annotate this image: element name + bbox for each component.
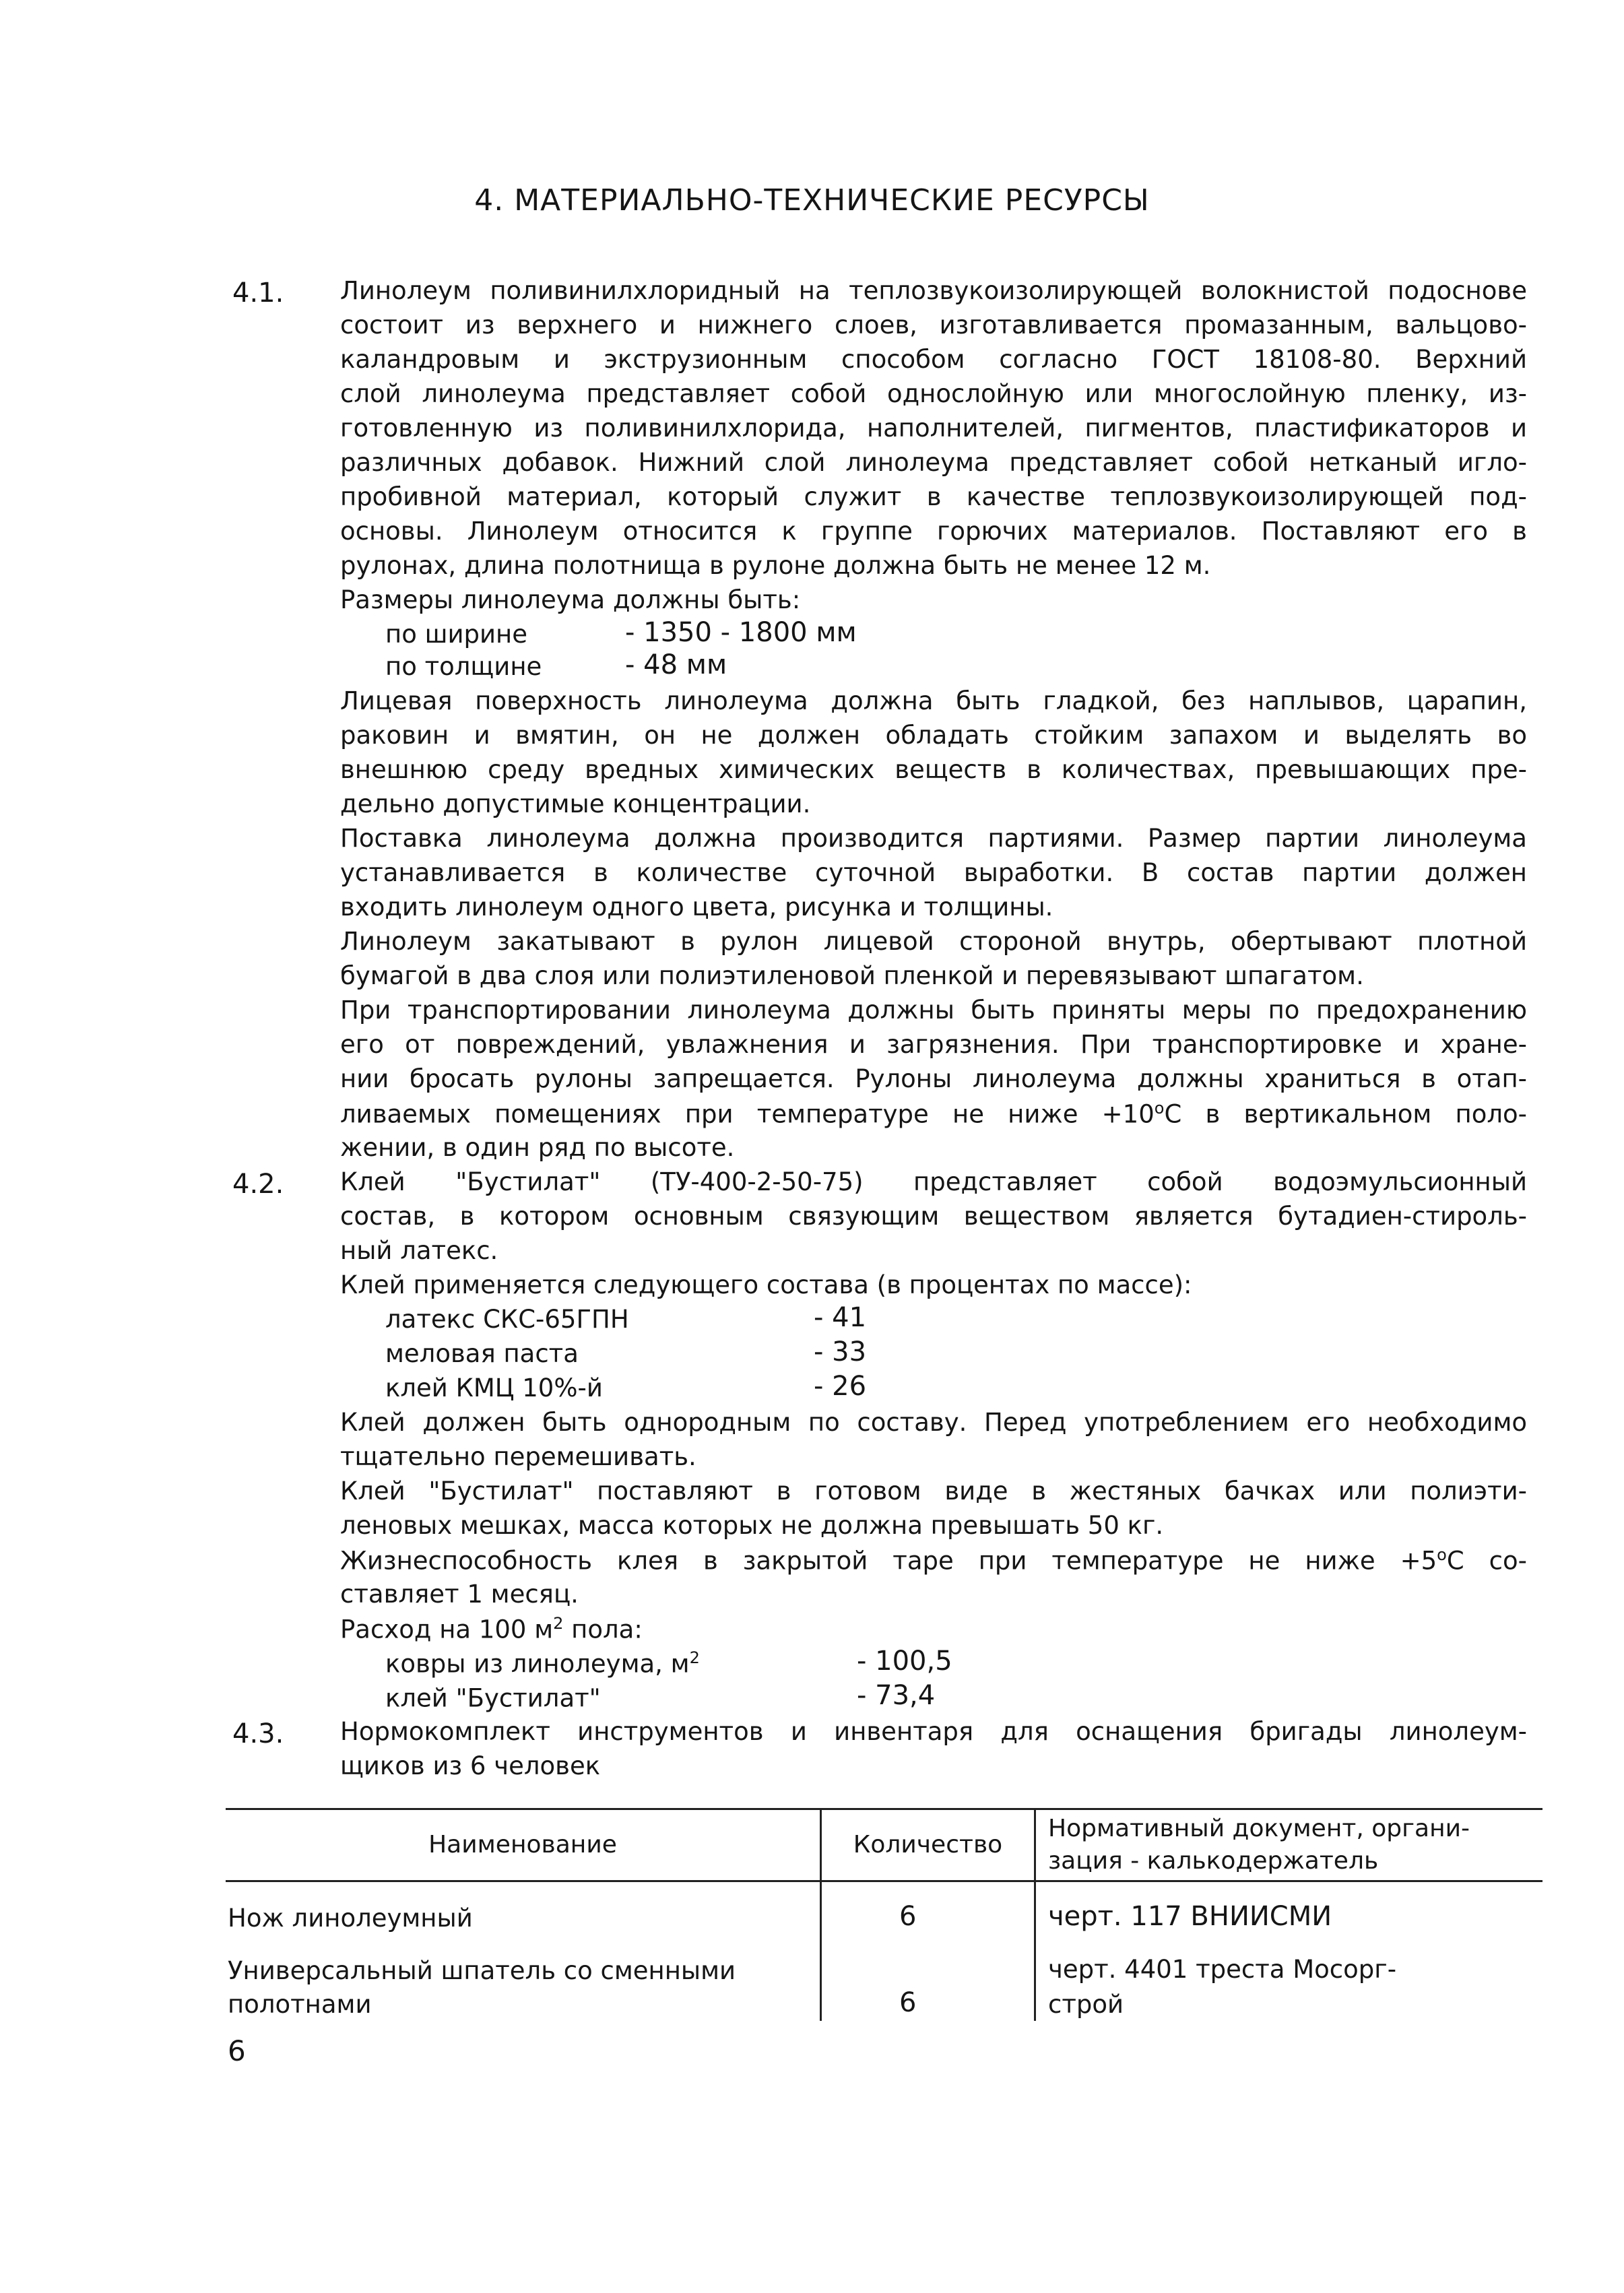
- consumption-intro: [340, 1614, 643, 1644]
- text-line: ный латекс.: [340, 1236, 498, 1265]
- text-line: раковин и вмятин, он не должен обладать стойким запахом и выделять во: [340, 721, 1527, 750]
- thickness-label: по толщине: [385, 652, 542, 681]
- text-fragment: С со-: [1446, 1546, 1527, 1576]
- component-value: - 41: [814, 1302, 867, 1333]
- degree-mark: о: [1154, 1099, 1165, 1118]
- row-quantity: 6: [899, 1987, 917, 2018]
- text-line: основы. Линолеум относится к группе горючих материалов. Поставляют его в: [340, 517, 1527, 546]
- text-line: При транспортировании линолеума должны быть приняты меры по предохранению: [340, 996, 1527, 1025]
- text-fragment: С в вертикальном поло-: [1164, 1099, 1527, 1129]
- row-document: черт. 4401 треста Мосорг-: [1048, 1955, 1397, 1984]
- text-line: его от повреждений, увлажнения и загрязнения. При транспортировке и хране-: [340, 1030, 1527, 1059]
- text-line-temperature: [340, 1099, 1527, 1128]
- row-quantity: 6: [899, 1901, 917, 1932]
- text-line: Нормокомплект инструментов и инвентаря для оснащения бригады линолеум-: [340, 1717, 1527, 1746]
- component-name: клей КМЦ 10%-й: [385, 1374, 603, 1402]
- row-name: полотнами: [228, 1990, 372, 2019]
- text-line: Клей "Бустилат" поставляют в готовом виде в жестяных бачках или полиэти-: [340, 1477, 1527, 1506]
- row-name: Нож линолеумный: [228, 1904, 473, 1933]
- consumption-name: [385, 1648, 700, 1678]
- consumption-value: - 100,5: [857, 1646, 952, 1677]
- text-line: состав, в котором основным связующим веществом является бутадиен-стироль-: [340, 1202, 1527, 1231]
- text-line: Клей должен быть однородным по составу. Перед употреблением его необходимо: [340, 1408, 1527, 1437]
- section-4-3-number: 4.3.: [232, 1718, 284, 1749]
- text-fragment: Жизнеспособность клея в закрытой таре при температуре не ниже +5: [340, 1546, 1437, 1576]
- text-line: Клей "Бустилат" (ТУ-400-2-50-75) представляет собой водоэмульсионный: [340, 1167, 1527, 1196]
- text-fragment: клей "Бустилат": [385, 1683, 601, 1713]
- table-top-rule: [226, 1808, 1542, 1810]
- text-line: леновых мешках, масса которых не должна превышать 50 кг.: [340, 1511, 1164, 1540]
- text-line: бумагой в два слоя или полиэтиленовой пленкой и перевязывают шпагатом.: [340, 961, 1364, 990]
- degree-mark: о: [1437, 1545, 1447, 1564]
- page-number: 6: [228, 2034, 246, 2067]
- text-line: Лицевая поверхность линолеума должна быть гладкой, без наплывов, царапин,: [340, 686, 1527, 715]
- thickness-value: - 48 мм: [625, 649, 727, 680]
- section-title: 4. МАТЕРИАЛЬНО-ТЕХНИЧЕСКИЕ РЕСУРСЫ: [474, 183, 1150, 218]
- header-document: Нормативный документ, органи-: [1048, 1815, 1470, 1842]
- text-line: ставляет 1 месяц.: [340, 1580, 579, 1609]
- text-line: жении, в один ряд по высоте.: [340, 1133, 735, 1162]
- text-line: готовленную из поливинилхлорида, наполнителей, пигментов, пластификаторов и: [340, 414, 1527, 443]
- text-line: рулонах, длина полотнища в рулоне должна быть не менее 12 м.: [340, 551, 1211, 580]
- row-document: строй: [1048, 1990, 1124, 2019]
- component-value: - 33: [814, 1336, 867, 1367]
- table-header-rule: [226, 1880, 1542, 1882]
- width-value: - 1350 - 1800 мм: [625, 617, 857, 648]
- text-fragment: ковры из линолеума, м: [385, 1649, 690, 1679]
- text-line: слой линолеума представляет собой однослойную или многослойную пленку, из-: [340, 379, 1527, 408]
- superscript: 2: [553, 1614, 564, 1633]
- column-divider: [1034, 1809, 1036, 2021]
- text-line: дельно допустимые концентрации.: [340, 789, 811, 818]
- text-line: Линолеум поливинилхлоридный на теплозвукоизолирующей волокнистой подоснове: [340, 276, 1527, 305]
- text-fragment: ливаемых помещениях при температуре не ниже +10: [340, 1099, 1155, 1129]
- text-line-temperature: [340, 1545, 1527, 1575]
- superscript: 2: [689, 1648, 700, 1667]
- section-4-1-number: 4.1.: [232, 278, 284, 309]
- component-name: меловая паста: [385, 1339, 579, 1368]
- sizes-intro: Размеры линолеума должны быть:: [340, 585, 801, 614]
- header-name: Наименование: [428, 1831, 617, 1859]
- text-line: входить линолеум одного цвета, рисунка и толщины.: [340, 893, 1053, 922]
- consumption-value: - 73,4: [857, 1680, 936, 1711]
- text-line: каландровым и экструзионным способом согласно ГОСТ 18108-80. Верхний: [340, 345, 1527, 374]
- text-line: нии бросать рулоны запрещается. Рулоны линолеума должны храниться в отап-: [340, 1064, 1527, 1093]
- section-4-2-number: 4.2.: [232, 1169, 284, 1200]
- row-document: черт. 117 ВНИИСМИ: [1048, 1901, 1332, 1932]
- text-fragment: Расход на 100 м: [340, 1615, 554, 1644]
- header-quantity: Количество: [853, 1831, 1003, 1859]
- text-line: щиков из 6 человек: [340, 1751, 601, 1780]
- composition-intro: Клей применяется следующего состава (в процентах по массе):: [340, 1270, 1192, 1299]
- text-line: тщательно перемешивать.: [340, 1442, 696, 1471]
- text-line: Линолеум закатывают в рулон лицевой стороной внутрь, обертывают плотной: [340, 927, 1527, 956]
- component-name: латекс СКС-65ГПН: [385, 1305, 629, 1334]
- header-document: зация - калькодержатель: [1048, 1847, 1379, 1875]
- component-value: - 26: [814, 1371, 867, 1402]
- text-line: пробивной материал, который служит в качестве теплозвукоизолирующей под-: [340, 482, 1527, 511]
- text-line: различных добавок. Нижний слой линолеума представляет собой нетканый игло-: [340, 448, 1527, 477]
- row-name: Универсальный шпатель со сменными: [228, 1956, 736, 1985]
- text-line: Поставка линолеума должна производится партиями. Размер партии линолеума: [340, 824, 1527, 853]
- text-line: внешнюю среду вредных химических веществ в количествах, превышающих пре-: [340, 755, 1527, 784]
- consumption-name: [385, 1683, 601, 1712]
- text-fragment: пола:: [563, 1615, 643, 1644]
- text-line: состоит из верхнего и нижнего слоев, изготавливается промазанным, вальцово-: [340, 311, 1527, 340]
- width-label: по ширине: [385, 620, 527, 649]
- text-line: устанавливается в количестве суточной выработки. В состав партии должен: [340, 858, 1527, 887]
